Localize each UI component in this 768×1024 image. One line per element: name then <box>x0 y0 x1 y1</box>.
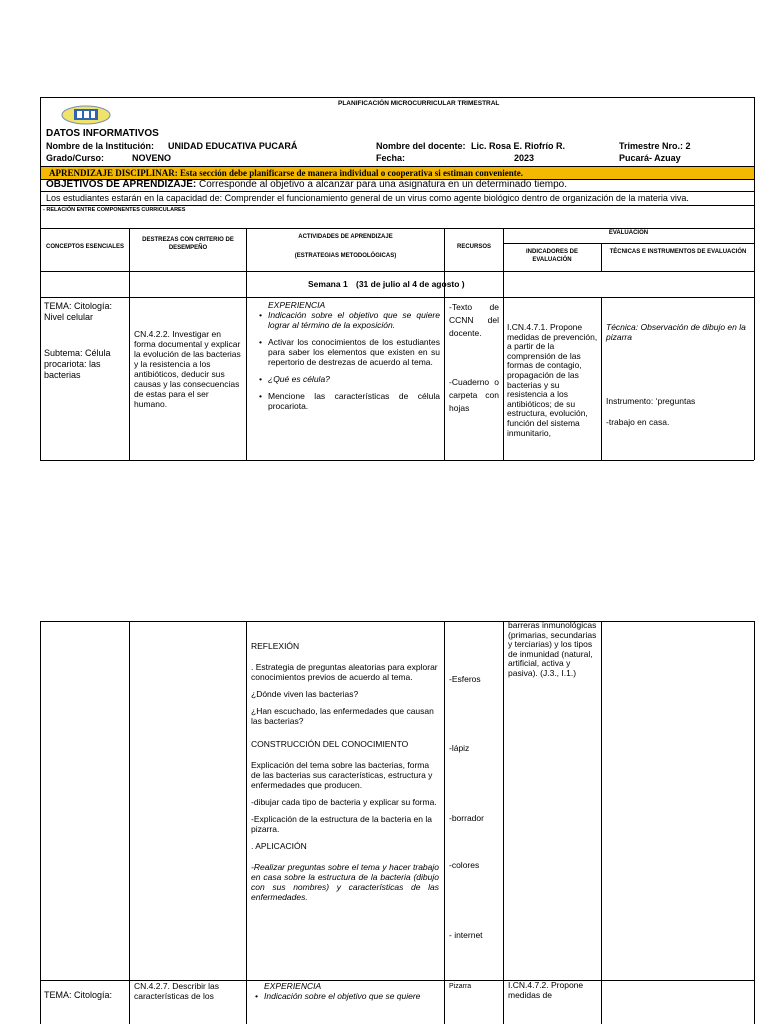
objectives-label: OBJETIVOS DE APRENDIZAJE: <box>46 179 197 190</box>
row2-activities <box>251 981 441 1008</box>
resource-borrador: -borrador <box>449 813 484 823</box>
aplicacion-1: -Realizar preguntas sobre el tema y hacer trabajo en casa sobre la estructura de la bacteria (dibujo con sus nombres) y características de las enfermedades. <box>251 862 439 902</box>
row1-exp-item-2: • Activar los conocimientos de los estudiantes para saber los elementos que existen en su repertorio de destrezas de acuerdo al tema. <box>268 337 440 367</box>
row2-skill: CN.4.2.7. Describir las características de los <box>134 981 220 1001</box>
col-activities-sub: (ESTRATEGIAS METODOLÓGICAS) <box>294 253 397 259</box>
resource-esferos: -Esferos <box>449 674 481 684</box>
row2-resource: Pizarra <box>449 983 472 990</box>
row1-skill: CN.4.2.2. Investigar en forma documental y explicar la evolución de las bacterias y la resistencia a los antibióticos, deducir sus causas y las consecuencias de estas para el ser humano. <box>134 329 241 409</box>
row1-resource-2: -Cuaderno o carpeta con hojas <box>449 377 499 413</box>
col-activities: ACTIVIDADES DE APRENDIZAJE <box>298 234 393 240</box>
relation-label: - RELACIÓN ENTRE COMPONENTES CURRICULARES <box>43 207 186 213</box>
row1-exp-title: EXPERIENCIA <box>268 300 326 310</box>
disciplinary-note: APRENDIZAJE DISCIPLINAR: Esta sección debe planificarse de manera individual o cooperativa si estiman conveniente. <box>49 168 523 178</box>
row1-indicator: I.CN.4.7.1. Propone medidas de prevención, a partir de la comprensión de las formas de contagio, propagación de las bacterias y su resistencia a los antibióticos; de su estructura, evolución, función del sistema inmunitario, <box>507 322 598 438</box>
year: 2023 <box>514 153 535 163</box>
week-range: (31 de julio al 4 de agosto ) <box>356 279 465 289</box>
objective-statement: Los estudiantes estarán en la capacidad de: Comprender el funcionamiento general de un virus como agente biológico dentro de organización de la materia viva. <box>46 193 689 203</box>
reflexion-2: ¿Dónde viven las bacterias? <box>251 689 359 699</box>
row2-exp-item: • Indicación sobre el objetivo que se quiere <box>264 991 441 1001</box>
col-skills: DESTREZAS CON CRITERIO DE DESEMPEÑO <box>142 237 234 251</box>
row2-indicator: I.CN.4.7.2. Propone medidas de <box>508 980 584 1000</box>
col-concepts: CONCEPTOS ESENCIALES <box>46 244 124 250</box>
trimester: Trimestre Nro.: 2 <box>619 141 691 151</box>
row1-instrument: Instrumento: ‘preguntas <box>606 396 696 406</box>
row2-exp-title: EXPERIENCIA <box>264 981 322 991</box>
resource-internet: - internet <box>449 930 483 940</box>
construccion-2: -dibujar cada tipo de bacteria y explicar su forma. <box>251 797 437 807</box>
col-evaluation: EVALUACIÓN <box>608 230 649 236</box>
date-label: Fecha: <box>376 153 406 163</box>
row1-homework: -trabajo en casa. <box>606 417 670 427</box>
institution-value: UNIDAD EDUCATIVA PUCARÁ <box>168 141 298 151</box>
col-resources: RECURSOS <box>456 244 491 250</box>
institution-logo <box>60 104 112 126</box>
teacher-value: Lic. Rosa E. Riofrío R. <box>471 141 566 151</box>
row1-tema: TEMA: Citología: Nivel celular <box>44 301 113 322</box>
row1-exp-item-1: • Indicación sobre el objetivo que se quiere lograr al término de la exposición. <box>268 310 440 330</box>
col-techniques: TÉCNICAS E INSTRUMENTOS DE EVALUACIÓN <box>609 249 747 255</box>
institution-label: Nombre de la Institución: <box>46 141 155 151</box>
row1-resource-1: -Texto de CCNN del docente. <box>449 302 499 338</box>
row1-exp-item-3: • ¿Qué es célula? <box>268 374 440 384</box>
indicator-continued: barreras inmunológicas (primarias, secundarias y terciarias) y los tipos de inmunidad (natural, artificial, activa y pasiva). (J.3., I.1.) <box>508 620 597 678</box>
row1-exp-item-4: • Mencione las características de célula procariota. <box>268 391 440 411</box>
construccion-3: -Explicación de la estructura de la bacteria en la pizarra. <box>251 814 432 834</box>
row1-activities <box>258 300 440 418</box>
resource-colores: -colores <box>449 860 480 870</box>
construccion-title: CONSTRUCCIÓN DEL CONOCIMIENTO <box>251 739 409 749</box>
row2-tema: TEMA: Citología: <box>44 990 113 1000</box>
disciplinary-bar <box>41 166 754 180</box>
teacher-label: Nombre del docente: <box>376 141 466 151</box>
page2-activities <box>251 641 439 909</box>
resource-lapiz: -lápiz <box>449 743 470 753</box>
grade-label: Grado/Curso: <box>46 153 105 163</box>
row1-technique: Técnica: Observación de dibujo en la pizarra <box>606 322 746 342</box>
reflexion-1: . Estrategia de preguntas aleatorias para explorar conocimientos previos de acuerdo al tema. <box>251 662 438 682</box>
reflexion-title: REFLEXIÓN <box>251 641 300 651</box>
row1-subtema: Subtema: Célula procariota: las bacterias <box>44 348 111 380</box>
week-label: Semana 1 <box>308 279 348 289</box>
aplicacion-title: . APLICACIÓN <box>251 841 307 851</box>
section-title: DATOS INFORMATIVOS <box>46 128 159 139</box>
document-title: PLANIFICACIÓN MICROCURRICULAR TRIMESTRAL <box>338 100 500 107</box>
objectives-line <box>46 179 567 191</box>
col-indicators: INDICADORES DE EVALUACIÓN <box>525 249 578 263</box>
grade-value: NOVENO <box>132 153 172 163</box>
construccion-1: Explicación del tema sobre las bacterias, forma de las bacterias sus características, estructura y enfermedades que producen. <box>251 760 433 790</box>
reflexion-3: ¿Han escuchado, las enfermedades que causan las bacterias? <box>251 706 434 726</box>
objectives-text: Corresponde al objetivo a alcanzar para una asignatura en un determinado tiempo. <box>196 179 568 190</box>
location: Pucará- Azuay <box>619 153 681 163</box>
